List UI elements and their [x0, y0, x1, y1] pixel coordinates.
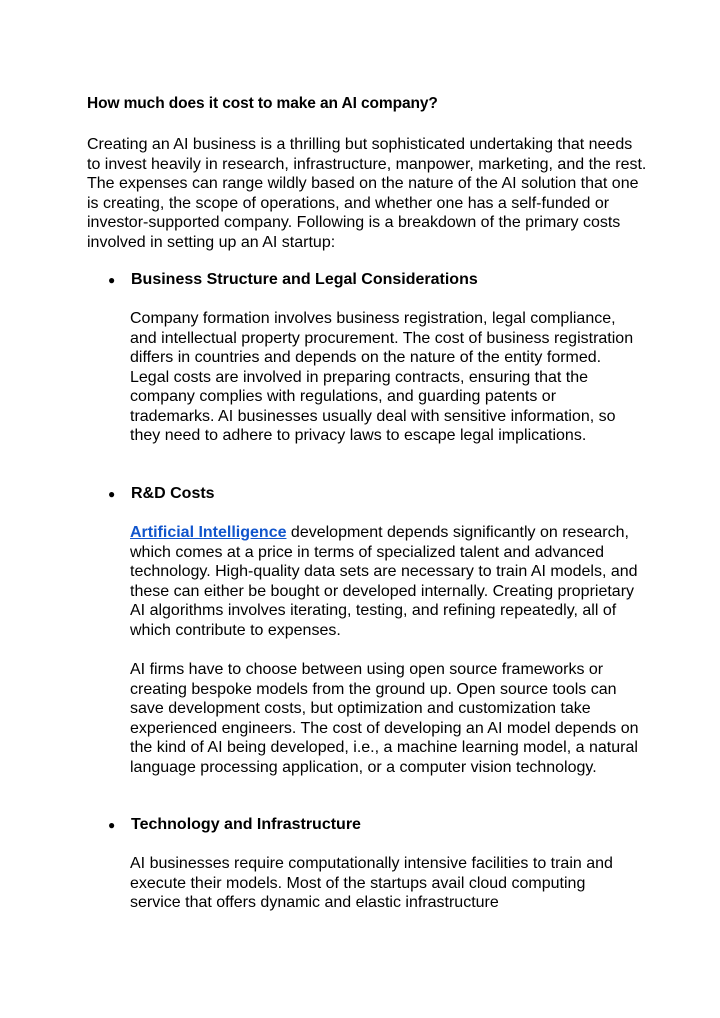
bullet-item-technology: [108, 815, 668, 835]
bullet-item-rnd: [108, 484, 668, 504]
section-paragraph: [130, 523, 640, 640]
bullet-item-legal: [108, 270, 668, 290]
page-title: How much does it cost to make an AI company?: [87, 95, 438, 112]
section-title: R&D Costs: [131, 485, 215, 502]
section-paragraph: Company formation involves business registration, legal compliance, and intellectual property procurement. The cost of business registration differs in countries and depends on the nature of the entity formed. Legal costs are involved in preparing contracts, ensuring that the company complies with regulations, and guarding patents or trademarks. AI businesses usually deal with sensitive information, so they need to adhere to privacy laws to escape legal implications.: [130, 310, 634, 444]
section-title: Technology and Infrastructure: [131, 816, 361, 833]
paragraph-text: development depends significantly on research, which comes at a price in terms of specialized talent and advanced technology. High-quality data sets are necessary to train AI models, and these can either be bought or developed internally. Creating proprietary AI algorithms involves iterating, testing, and refining repeatedly, all of which contribute to expenses.: [130, 524, 638, 639]
artificial-intelligence-link[interactable]: Artificial Intelligence: [130, 524, 287, 541]
bullet-icon: ●: [108, 818, 116, 832]
section-paragraph: AI businesses require computationally intensive facilities to train and execute their models. Most of the startups avail cloud computing service that offers dynamic and elastic infrastructure: [130, 855, 613, 911]
intro-paragraph: Creating an AI business is a thrilling but sophisticated undertaking that needs to invest heavily in research, infrastructure, manpower, marketing, and the rest. The expenses can range wildly based on the nature of the AI solution that one is creating, the scope of operations, and whether one has a self-funded or investor-supported company. Following is a breakdown of the primary costs involved in setting up an AI startup:: [87, 136, 647, 251]
section-title: Business Structure and Legal Considerations: [131, 271, 478, 288]
bullet-icon: ●: [108, 487, 116, 501]
section-paragraph-2: AI firms have to choose between using open source frameworks or creating bespoke models from the ground up. Open source tools can save development costs, but optimization and customization take experienced engineers. The cost of developing an AI model depends on the kind of AI being developed, i.e., a machine learning model, a natural language processing application, or a computer vision technology.: [130, 661, 639, 776]
bullet-icon: ●: [108, 273, 116, 287]
